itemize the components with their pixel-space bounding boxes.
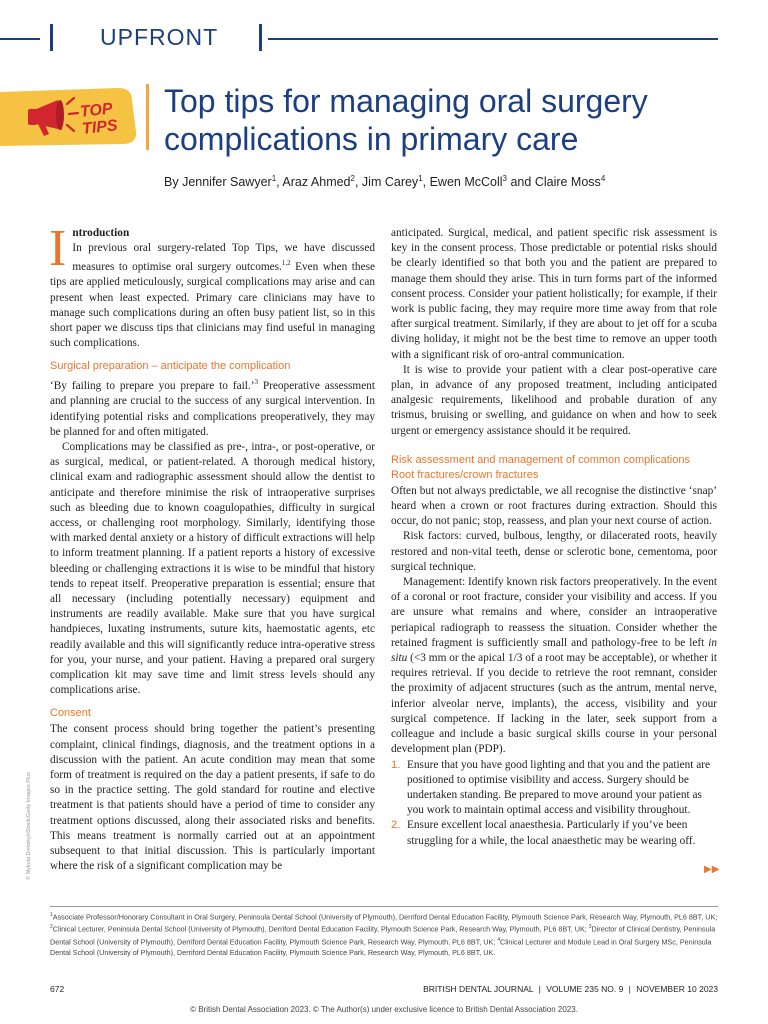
header-rule-right	[268, 38, 718, 40]
section-heading: Consent	[50, 707, 91, 720]
footnote-rule	[50, 906, 718, 907]
article-title: Top tips for managing oral surgery complications in primary care	[164, 83, 648, 157]
author-name: Ewen McColl	[429, 175, 503, 190]
section-heading: Risk assessment and management of common complications	[391, 453, 690, 466]
subsection-heading: Root fractures/crown fractures	[391, 468, 539, 481]
body-paragraph: Complications may be classified as pre-, intra-, or post-operative, or as surgical, medical, or patient-related. A thorough medical history, clinical exam and radiographic assessment should allow the dentist to anticipate and therefore minimise the risk of intraoperative surprises such as bleeding due to known coagulopathies, difficulty in surgical access, or challenging root morphology. Similarly, identifying those with marked dental anxiety or a history of difficult extractions will help to inform treatment planning. If a patient reports a history of excessive bleeding or challenging extractions it is wise to be mindful that history tends to repeat itself. Preoperative preparation is essential; ensure that all necessary (including potentially necessary) equipment and instruments are readily available. Make sure that you have surgical handpieces, luxating instruments, suture kits, haemostatic agents, etc readily available and this will significantly reduce intra-operative stress for you, your nurse, and your patient. Having a prepared oral surgery complication kit may save time and limit stress levels should any complications arise.	[50, 440, 375, 697]
left-column	[49, 220, 376, 874]
intro-heading: ntroduction	[72, 227, 130, 239]
author-name: Jennifer Sawyer	[182, 175, 272, 190]
drop-cap: I	[49, 220, 67, 277]
top-tips-badge	[0, 86, 140, 146]
journal-info: BRITISH DENTAL JOURNAL | VOLUME 235 NO. 9 | NOVEMBER 10 2023	[423, 984, 718, 994]
list-item: 2. Ensure excellent local anaesthesia. Particularly if you’ve been struggling for a while, the local anaesthetic may be wearing off.	[391, 819, 696, 847]
intro-paragraph: Introduction In previous oral surgery-related Top Tips, we have discussed measures to optimise oral surgery outcomes.$^{1,2}$ Even when these tips are applied meticulously, surgical complications may arise and can present when least expected. Primary care clinicians may have to manage such complications during an often busy patient list, so in this short paper we discuss tips that clinicians may find useful in managing such complications.	[49, 220, 375, 350]
body-paragraph: Risk factors: curved, bulbous, lengthy, or dilacerated roots, heavily restored and non-vital teeth, dense or sclerotic bone, cementoma, poor surgical technique.	[391, 530, 717, 573]
body-paragraph: Often but not always predictable, we all recognise the distinctive ‘snap’ heard when a crown or root fractures during extraction. Should this occur, do not panic; stop, reassess, and plan your next course of action.	[391, 484, 717, 528]
copyright-line: © British Dental Association 2023. © The Author(s) under exclusive licence to British Dental Association 2023.	[190, 1005, 578, 1014]
author-list: By Jennifer Sawyer$^1$, Araz Ahmed$^2$, Jim Carey$^1$, Ewen McColl$^3$ and Claire Moss$^4$	[164, 174, 606, 190]
body-paragraph: anticipated. Surgical, medical, and patient specific risk assessment is key in the consent process. Those predictable or potential risks should be clearly identified so that both you and the patient are prepared to manage them should they arise. This in turn forms part of the informed consent process. Consider your patient holistically; for example, if their work is public facing, they may require more time away from that role after surgical treatment. Similarly, if they are about to jet off for a scuba diving holiday, it might not be the best time to remove an upper tooth with a significant risk of oro-antral communication.	[391, 227, 717, 361]
body-paragraph: Management: Identify known risk factors preoperatively. In the event of a coronal or root fracture, consider your visibility and access. If you are unsure what remains and where, consider an intraoperative periapical radiograph to reassess the situation. Consider whether the retained fragment is sufficiently small and pathology-free to be left in situ (<3 mm or the apical 1/3 of a root may be acceptable), or whether it requires retrieval. If you decide to retrieve the root remnant, consider the proximity of adjacent structures (such as the antrum, mental nerve, inferior alveolar nerve, implants), the access, visibility and your surgical competence. If lacking in the later, seek support from a colleague and include a basic surgical skills course in your personal development plan (PDP).	[391, 576, 717, 756]
title-accent-bar	[146, 84, 149, 150]
image-credit: © Mykola Dvinskyi/iStock/Getty Images Plus	[26, 772, 32, 880]
right-column	[391, 226, 717, 849]
body-paragraph: ‘By failing to prepare you prepare to fail.’$^3$ Preoperative assessment and planning are crucial to the success of any surgical intervention. In identifying potential risks and complications preoperatively, they may be planned for and often mitigated.	[50, 378, 376, 438]
author-name: Claire Moss	[534, 175, 601, 190]
section-label: UPFRONT	[100, 24, 219, 50]
badge-line2: TIPS	[81, 117, 119, 138]
author-name: Jim Carey	[361, 175, 419, 190]
header-divider	[259, 24, 262, 51]
section-heading: Surgical preparation – anticipate the complication	[50, 360, 291, 373]
body-paragraph: The consent process should bring together the patient’s presenting complaint, clinical findings, diagnosis, and the treatment options in a discussion with the patient. An acute condition may mean that some form of treatment is required on the day a patient presents, if safe to do so in the practice setting. The gold standard for routine and elective treatment is that patients should have a period of time to consider any treatment options discussed, along their associated risks and benefits. This means treatment is normally carried out at an appointment subsequent to that initial discussion. This is particularly important where the risk of a significant complication may be	[50, 723, 375, 873]
affiliations: $^1$Associate Professor/Honorary Consultant in Oral Surgery, Peninsula Dental School (University of Plymouth), Derriford Dental Education Facility, Plymouth Science Park, Research Way, Plymouth, PL6 8BT, UK; $^2$Clinical Lecturer, Peninsula Dental School (University of Plymouth), Derriford Dental Education Facility, Plymouth Science Park, Research Way, Plymouth, PL6 8BT, UK; $^3$Director of Clinical Dentistry, Peninsula Dental School (University of Plymouth), Derriford Dental Education Facility, Plymouth Science Park, Research Way, Plymouth, PL6 8BT, UK; $^4$Clinical Lecturer and Module Lead in Oral Surgery MSc, Peninsula Dental School (University of Plymouth), Derriford Dental Education Facility, Plymouth Science Park, Research Way, Plymouth, PL6 8BT, UK.	[50, 912, 718, 958]
body-paragraph: It is wise to provide your patient with a clear post-operative care plan, in advance of any proposed treatment, including anticipated analgesic requirements, likelihood and probable duration of any trismus, bruising or swelling, and guidance on when and how to seek urgent or emergency assistance should it be required.	[391, 363, 717, 437]
badge-line1: TOP	[79, 100, 114, 121]
header-divider	[50, 24, 53, 51]
continue-arrow-icon: ▶▶	[704, 864, 720, 875]
header-rule-left	[0, 38, 40, 40]
author-name: Araz Ahmed	[282, 175, 351, 190]
page-number: 672	[50, 984, 65, 994]
list-item: 1. Ensure that you have good lighting and that you and the patient are positioned to optimise visibility and access. Surgery should be undertaken standing. Be prepared to move around your patient as you work to maintain optimal access and visibility throughout.	[391, 758, 711, 817]
